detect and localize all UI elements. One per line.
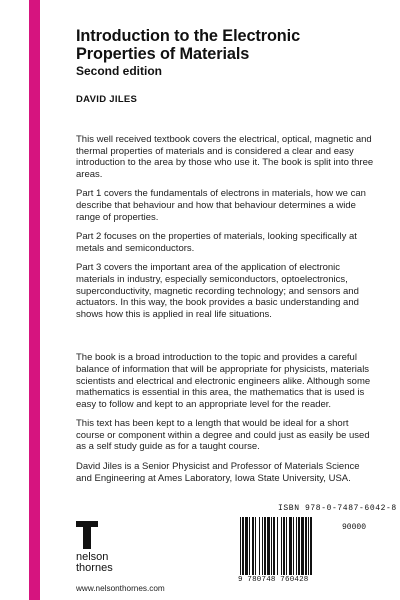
isbn-number: ISBN 978-0-7487-6042-8 [278, 504, 397, 513]
blurb-paragraph-part2: Part 2 focuses on the properties of materials, looking specifically at metals and semiconductors. [76, 231, 357, 254]
publisher-name-line2: thornes [76, 562, 113, 574]
publisher-website: www.nelsonthornes.com [76, 584, 165, 593]
isbn-barcode-block [238, 504, 397, 586]
magenta-spine-bar [29, 0, 40, 600]
book-title: Introduction to the Electronic Properties of Materials [76, 27, 301, 63]
back-cover-content [76, 28, 376, 484]
blurb-paragraph-course-use: This text has been kept to a length that would be ideal for a short course or component within a degree and could just as easily be used as a self study guide as for a taught course. [76, 418, 370, 453]
blurb-paragraph-part1: Part 1 covers the fundamentals of electrons in materials, how we can describe that behaviour and how that behaviour determines a wide range of properties. [76, 188, 366, 223]
publisher-name-line1: nelson [76, 551, 109, 563]
blurb-paragraph-part3: Part 3 covers the important area of the application of electronic materials in industry, especially semiconductors, optoelectronics, superconductivity, magnetic recording technology; and sensors and actuators. In this way, the book provides a basic understanding and shows how this is applied in real life situations. [76, 262, 359, 320]
price-code: 90000 [342, 523, 367, 532]
author-bio: David Jiles is a Senior Physicist and Professor of Materials Science and Engineering at Ames Laboratory, Iowa State University, USA. [76, 461, 360, 484]
blurb-paragraph-intro: This well received textbook covers the electrical, optical, magnetic and thermal properties of materials and is considered a clear and easy introduction to the area by those who use it. The book is split into three areas. [76, 134, 374, 180]
nelson-thornes-t-logo-icon [76, 521, 98, 549]
publisher-logo [76, 521, 136, 574]
book-author: DAVID JILES [76, 94, 138, 105]
ean-digits: 9 780748 760428 [238, 576, 309, 584]
blurb-paragraph-audience: The book is a broad introduction to the topic and provides a careful balance of information that will be appropriate for physicists, materials scientists and electrical and electronic engineers alike. Although some mathematics is essential in this area, the mathematics that is used is easy to follow and kept to an appropriate level for the reader. [76, 352, 371, 410]
ean-barcode-icon [238, 517, 338, 575]
book-edition: Second edition [76, 64, 163, 78]
